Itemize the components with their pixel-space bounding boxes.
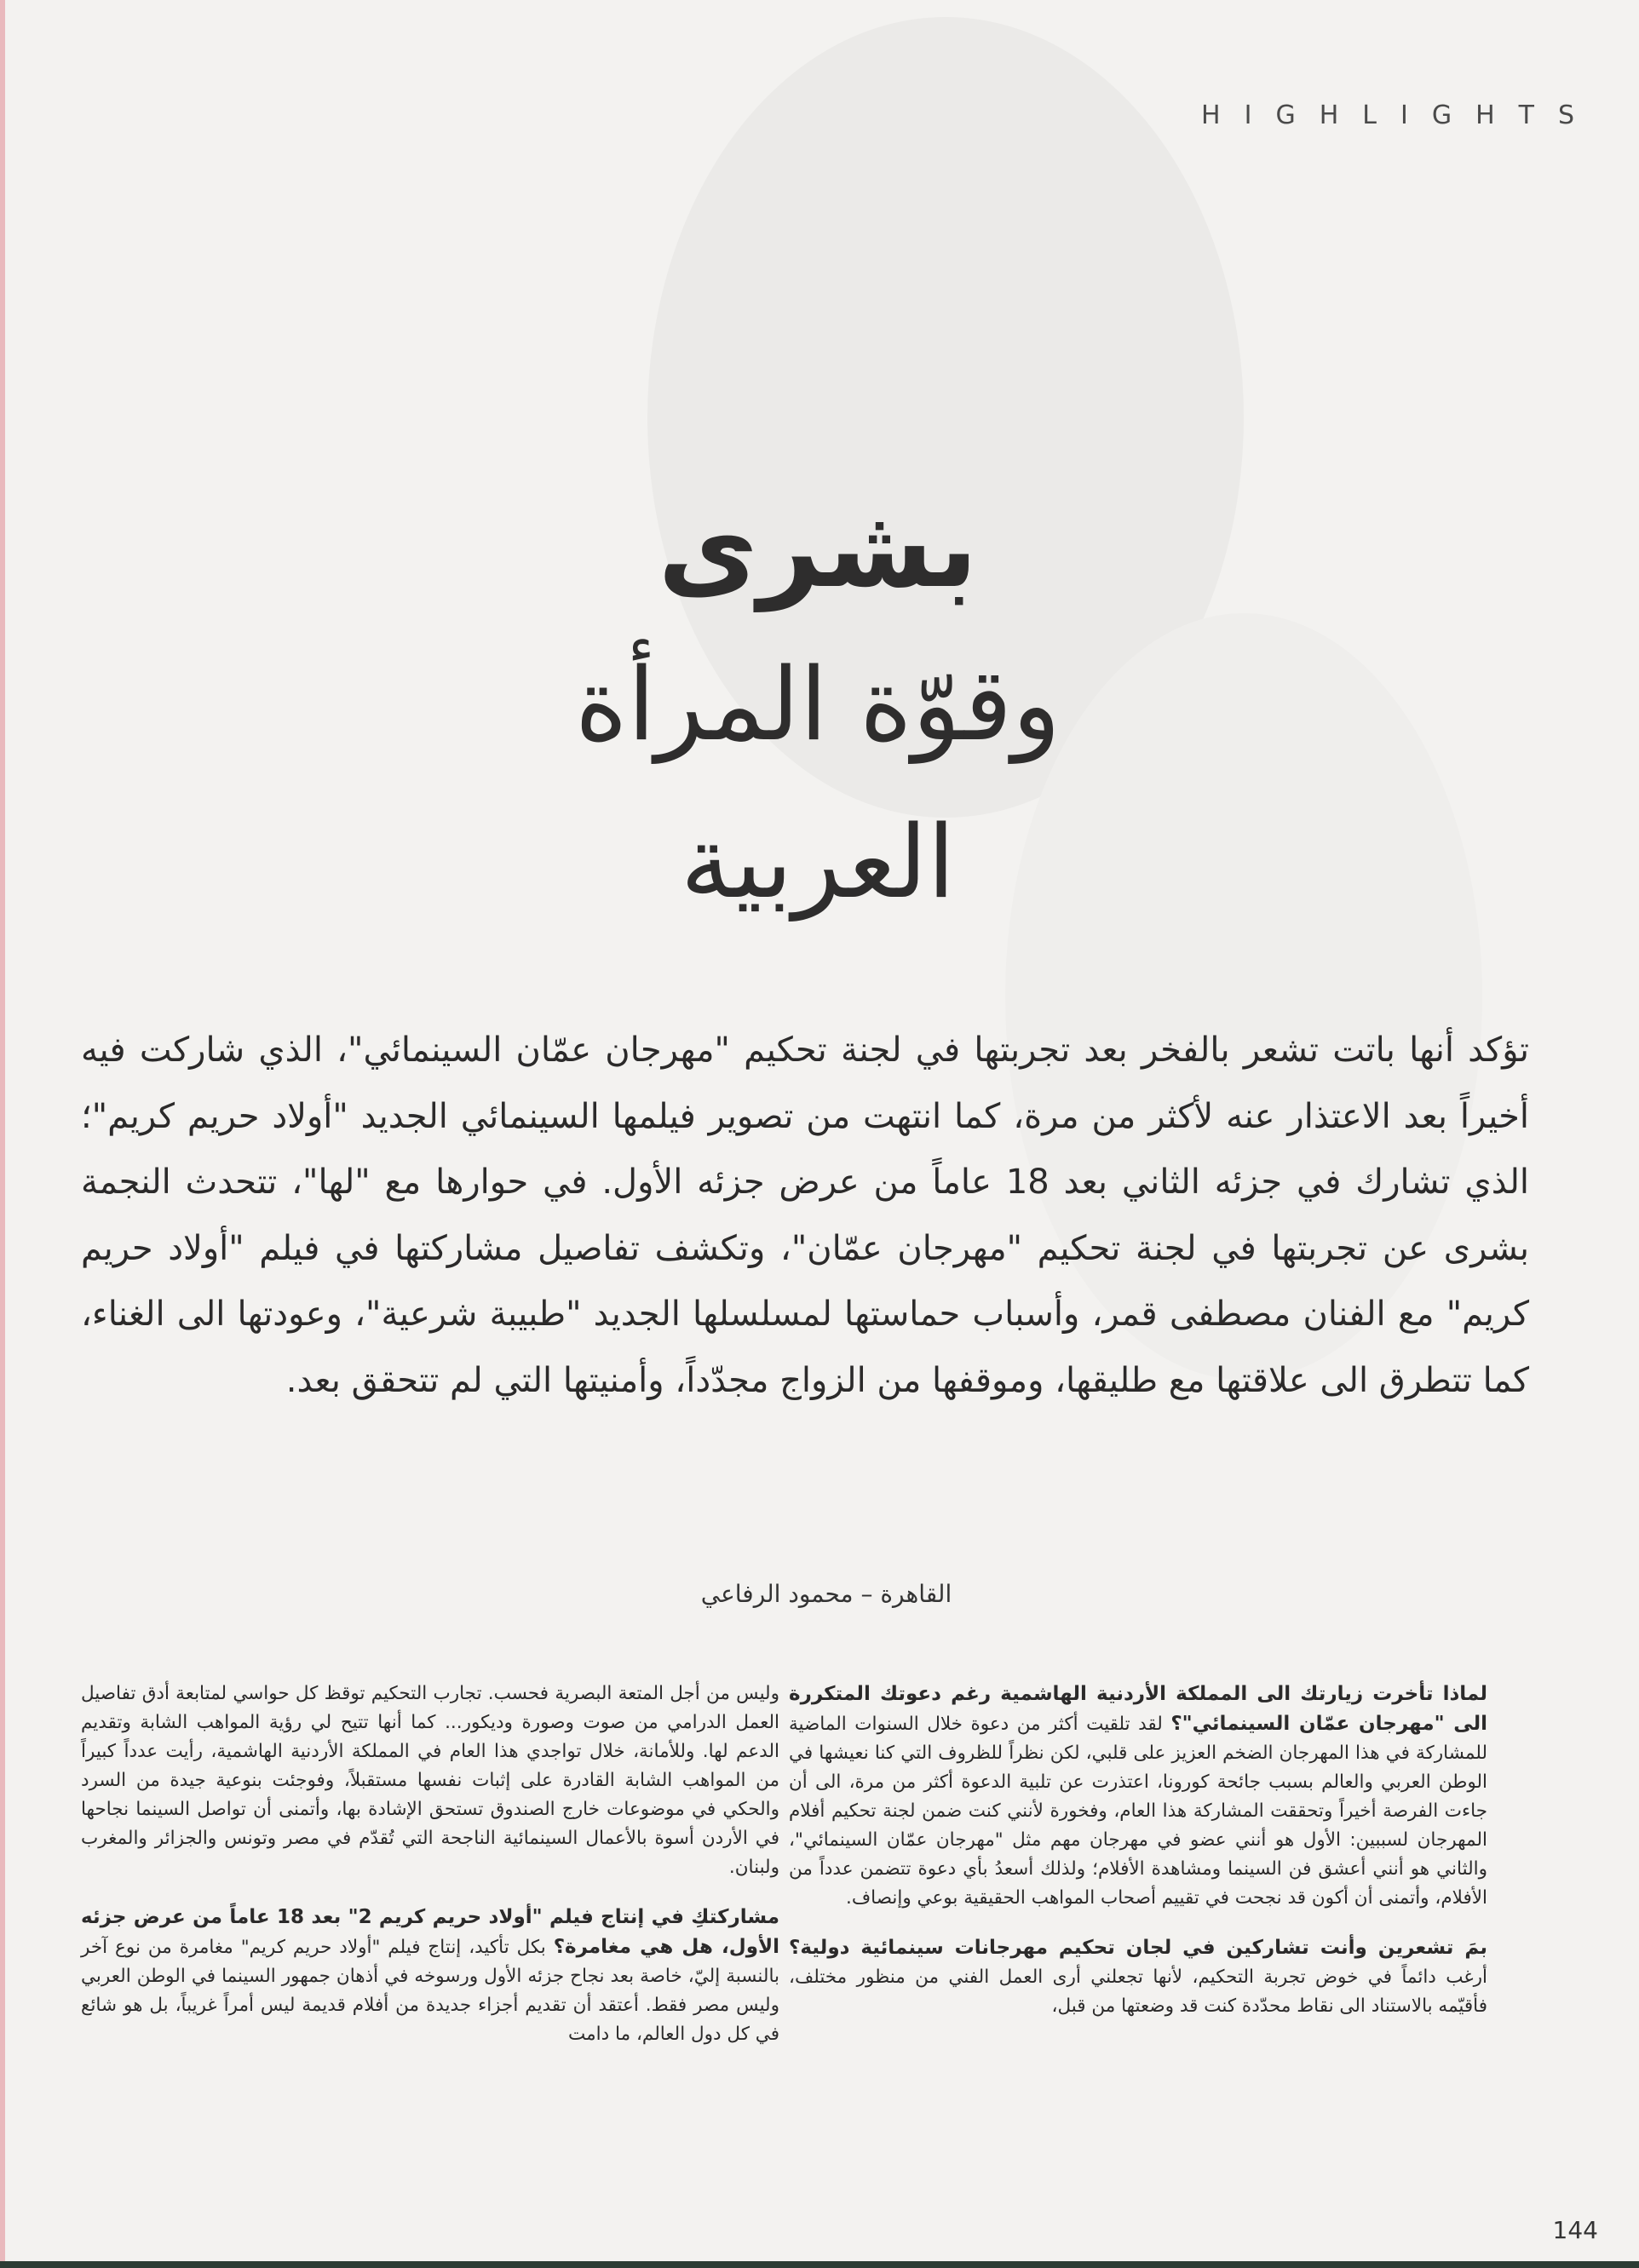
answer: أرغب دائماً في خوض تجربة التحكيم، لأنها تجعلني أرى العمل الفني من منظور مختلف، فأقيّمه بالاستناد الى نقاط محدّدة كنت قد وضعتها من قبل، — [789, 1967, 1487, 2017]
byline: القاهرة – محمود الرفاعي — [700, 1580, 952, 1608]
section-label: HIGHLIGHTS — [1201, 100, 1598, 130]
question: بمَ تشعرين وأنت تشاركين في لجان تحكيم مهرجانات سينمائية دولية؟ — [789, 1937, 1487, 1959]
article-title — [477, 473, 1159, 941]
question: مشاركتكِ في إنتاج فيلم "أولاد حريم كريم 2" بعد 18 عاماً من عرض جزئه الأول، هل هي مغامرة؟ — [81, 1906, 779, 1958]
article-column-right — [789, 1679, 1487, 2041]
answer-continued: وليس من أجل المتعة البصرية فحسب. تجارب التحكيم توقظ كل حواسي لمتابعة أدق تفاصيل العمل الدرامي من صوت وصورة وديكور... كما أنها تتيح لي رؤية المواهب الشابة وتقديم الدعم لها. وللأمانة، خلال تواجدي هذا العام في المملكة الأردنية الهاشمية، رأيت عدداً كبيراً من المواهب الشابة القادرة على إثبات نفسها مستقبلاً، وفوجئت بنوعية جيدة من السرد والحكي في موضوعات خارج الصندوق تستحق الإشادة بها، وأتمنى أن تواصل السينما نجاحها في الأردن أسوة بالأعمال السينمائية الناجحة التي تُقدّم في مصر وتونس والجزائر والمغرب ولبنان. — [81, 1683, 779, 1878]
article-column-left — [81, 1679, 779, 2070]
qa-block — [789, 1679, 1487, 1913]
title-line-2: وقوّة المرأة — [574, 646, 1061, 763]
page-number: 144 — [1552, 2216, 1598, 2244]
title-line-1: بشرى — [658, 485, 978, 612]
page-edge — [0, 0, 5, 2268]
answer: لقد تلقيت أكثر من دعوة خلال السنوات الماضية للمشاركة في هذا المهرجان الضخم العزيز على قلبي، لكن نظراً للظروف التي كنا نعيشها في الوطن العربي والعالم بسبب جائحة كورونا، اعتذرت عن تلبية الدعوة أكثر من مرة، الى أن جاءت الفرصة أخيراً وتحققت المشاركة هذا العام، وفخورة لأنني كنت ضمن لجنة تحكيم أفلام المهرجان لسببين: الأول هو أنني عضو في مهرجان مهم مثل "مهرجان عمّان السينمائي"، والثاني هو أنني أعشق فن السينما ومشاهدة الأفلام؛ ولذلك أسعدُ بأي دعوة تتضمن عدداً من الأفلام، وأتمنى أن أكون قد نجحت في تقييم أصحاب المواهب الحقيقية بوعي وإنصاف. — [789, 1714, 1487, 1909]
bottom-band — [0, 2261, 1639, 2268]
title-line-3: العربية — [680, 803, 956, 921]
qa-block — [789, 1933, 1487, 2021]
intro-paragraph: تؤكد أنها باتت تشعر بالفخر بعد تجربتها في لجنة تحكيم "مهرجان عمّان السينمائي"، الذي شاركت فيه أخيراً بعد الاعتذار عنه لأكثر من مرة، كما انتهت من تصوير فيلمها السينمائي الجديد "أولاد حريم كريم"؛ الذي تشارك في جزئه الثاني بعد 18 عاماً من عرض جزئه الأول. في حوارها مع "لها"، تتحدث النجمة بشرى عن تجربتها في لجنة تحكيم "مهرجان عمّان"، وتكشف تفاصيل مشاركتها في فيلم "أولاد حريم كريم" مع الفنان مصطفى قمر، وأسباب حماستها لمسلسلها الجديد "طبيبة شرعية"، وعودتها الى الغناء، كما تتطرق الى علاقتها مع طليقها، وموقفها من الزواج مجدّداً، وأمنيتها التي لم تتحقق بعد. — [81, 1031, 1529, 1400]
qa-block — [81, 1903, 779, 2049]
answer: بكل تأكيد، إنتاج فيلم "أولاد حريم كريم" مغامرة من نوع آخر بالنسبة إليّ، خاصة بعد نجاح جزئه الأول ورسوخه في أذهان جمهور السينما في الوطن العربي وليس مصر فقط. أعتقد أن تقديم أجزاء جديدة من أفلام قديمة ليس أمراً غريباً، بل هو شائع في كل دول العالم، ما دامت — [81, 1937, 779, 2045]
question: لماذا تأخرت زيارتك الى المملكة الأردنية الهاشمية رغم دعوتك المتكررة الى "مهرجان عمّان السينمائي"؟ — [789, 1683, 1487, 1735]
